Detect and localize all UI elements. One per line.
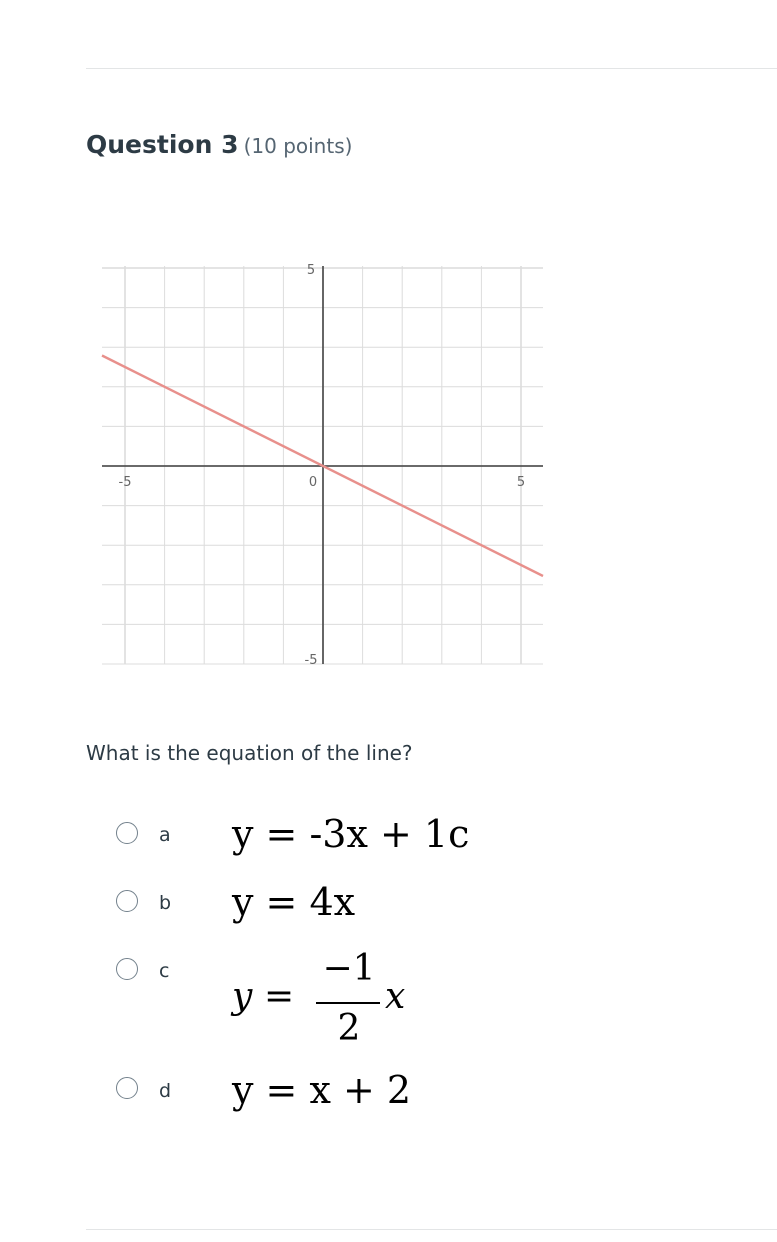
bottom-divider xyxy=(86,1229,777,1230)
answer-letter-a: a xyxy=(159,824,171,846)
answer-letter-d: d xyxy=(159,1080,172,1102)
equation-equals: = xyxy=(264,976,295,1017)
radio-button-d[interactable] xyxy=(116,1077,138,1099)
radio-button-c[interactable] xyxy=(116,958,138,980)
fraction-denominator: 2 xyxy=(337,1008,361,1049)
x-tick-label: 0 xyxy=(308,475,318,490)
answer-letter-b: b xyxy=(159,892,172,914)
question-points: (10 points) xyxy=(243,134,353,158)
radio-button-b[interactable] xyxy=(116,890,138,912)
question-prompt: What is the equation of the line? xyxy=(86,741,413,765)
question-title: Question 3 xyxy=(86,130,239,159)
line-graph xyxy=(100,264,545,666)
answer-equation-b: y = 4x xyxy=(232,880,356,924)
fraction-numerator: −1 xyxy=(322,948,376,989)
y-tick-label: -5 xyxy=(304,653,318,666)
question-header xyxy=(86,130,352,159)
fraction-bar xyxy=(316,1002,380,1004)
answer-equation-a: y = -3x + 1c xyxy=(232,812,470,856)
equation-variable-x: x xyxy=(385,976,406,1017)
y-tick-label: 5 xyxy=(306,264,316,278)
answer-letter-c: c xyxy=(159,960,170,982)
top-divider xyxy=(86,68,777,69)
answer-equation-d: y = x + 2 xyxy=(232,1068,412,1112)
x-tick-label: 5 xyxy=(516,475,526,490)
equation-lhs-y: y xyxy=(232,976,253,1017)
radio-button-a[interactable] xyxy=(116,822,138,844)
x-tick-label: -5 xyxy=(118,475,132,490)
